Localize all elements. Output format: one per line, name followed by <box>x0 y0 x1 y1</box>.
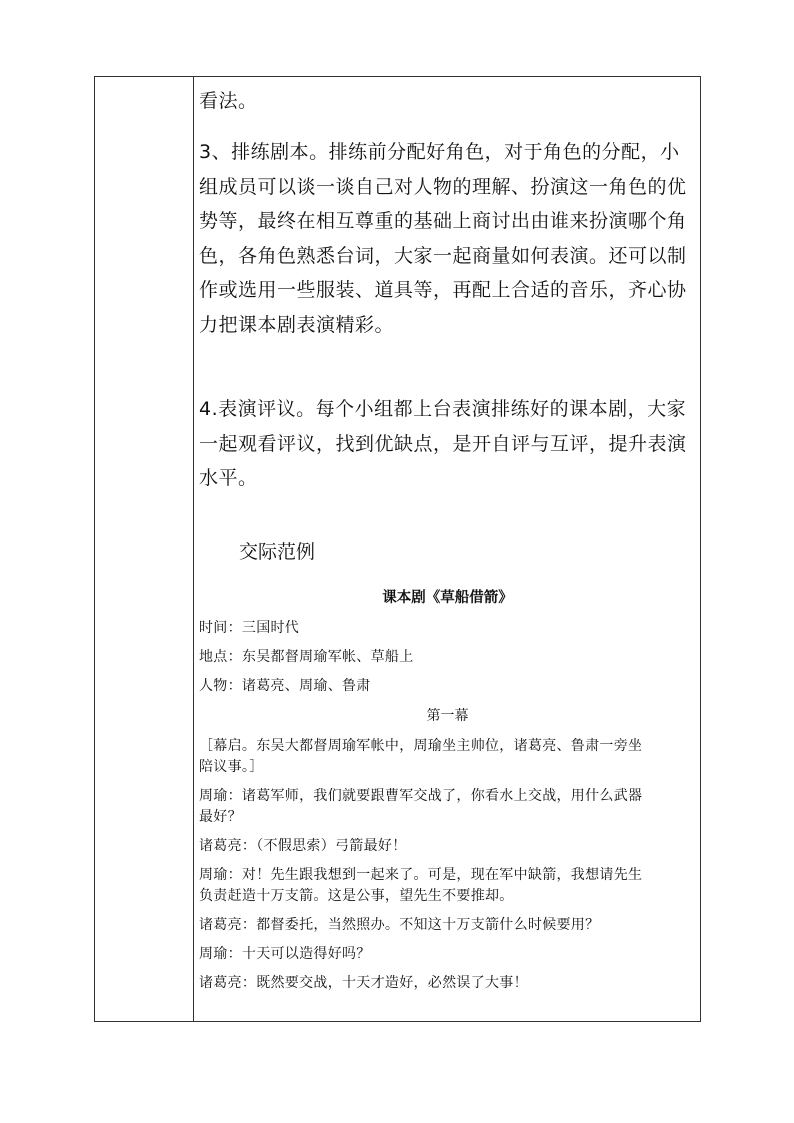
column-divider <box>193 76 194 1022</box>
meta-line: 人物：诸葛亮、周瑜、鲁肃 <box>199 678 371 694</box>
meta-line: 时间：三国时代 <box>199 620 300 636</box>
script-meta <box>199 618 696 705</box>
script-title: 课本剧《草船借箭》 <box>382 590 513 606</box>
dialogue-line: 最好？ <box>199 809 242 825</box>
section-rehearse-script <box>199 135 696 342</box>
dialogue-line: 周瑜：十天可以造得好吗？ <box>199 946 371 962</box>
script-dialogue <box>199 736 696 994</box>
text-line: 一起观看评议，找到优缺点，是开自评与互评，提升表演 <box>199 432 687 455</box>
dialogue-line: 诸葛亮：既然要交战，十天才造好，必然误了大事！ <box>199 975 528 991</box>
act-title: 第一幕 <box>426 708 469 724</box>
example-heading: 交际范例 <box>239 541 316 563</box>
dialogue-line: 陪议事。］ <box>199 759 264 775</box>
text-line: 色，各角色熟悉台词，大家一起商量如何表演。还可以制 <box>199 244 687 267</box>
text-line: 3、排练剧本。排练前分配好角色，对于角色的分配，小 <box>199 141 680 163</box>
section-continuation <box>199 84 696 119</box>
text-line: 水平。 <box>199 467 258 489</box>
dialogue-line: 诸葛亮：（不假思索）弓箭最好！ <box>199 838 407 854</box>
text-line: 4.表演评议。每个小组都上台表演排练好的课本剧，大家 <box>199 398 687 420</box>
text-line: 力把课本剧表演精彩。 <box>199 313 395 336</box>
dialogue-line: 诸葛亮：都督委托，当然照办。不知这十万支箭什么时候要用？ <box>199 917 600 933</box>
meta-line: 地点：东吴都督周瑜军帐、草船上 <box>199 649 414 665</box>
dialogue-line: ［幕启。东吴大都督周瑜军帐中，周瑜坐主帅位，诸葛亮、鲁肃一旁坐 <box>199 738 643 754</box>
section-performance-review <box>199 392 696 496</box>
text-line: 势等，最终在相互尊重的基础上商讨出由谁来扮演哪个角 <box>199 210 687 232</box>
text-line: 组成员可以谈一谈自己对人物的理解、扮演这一角色的优 <box>199 175 687 198</box>
text-line: 看法。 <box>199 90 258 112</box>
dialogue-line: 周瑜：诸葛军师，我们就要跟曹军交战了，你看水上交战，用什么武器 <box>199 788 643 804</box>
dialogue-line: 周瑜：对！先生跟我想到一起来了。可是，现在军中缺箭，我想请先生 <box>199 867 643 883</box>
text-line: 作或选用一些服装、道具等，再配上合适的音乐，齐心协 <box>199 279 687 301</box>
dialogue-line: 负责赶造十万支箭。这是公事，望先生不要推却。 <box>199 888 514 904</box>
